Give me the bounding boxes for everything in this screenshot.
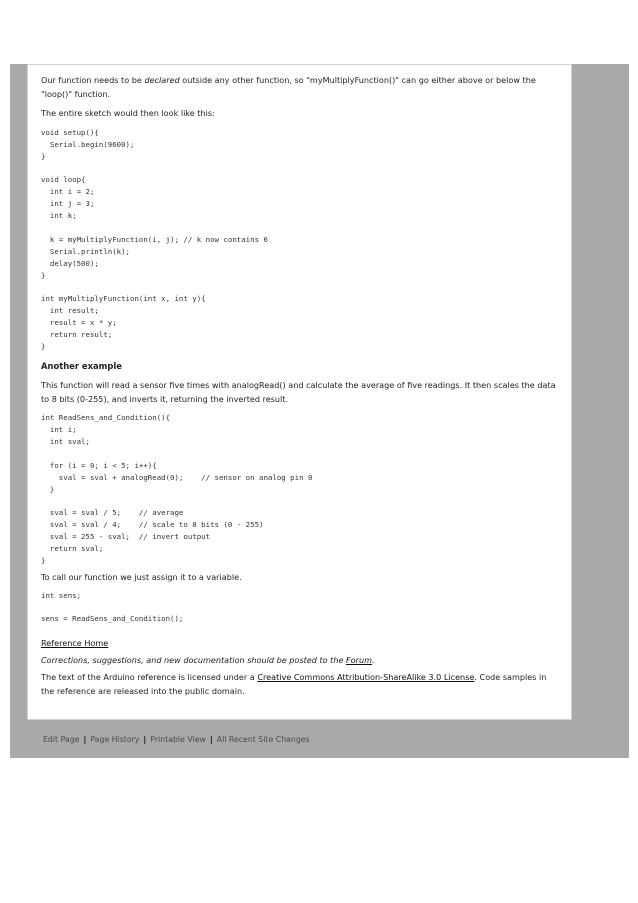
corrections-end: . bbox=[371, 654, 375, 665]
printable-view-link[interactable]: Printable View bbox=[150, 735, 206, 744]
sketch-intro: The entire sketch would then look like this: bbox=[41, 108, 215, 119]
call-code-block: int sens; sens = ReadSens_and_Condition(); bbox=[41, 590, 184, 624]
license-text-rest: . Code samples in the reference are released into the public domain. bbox=[41, 672, 547, 697]
page-history-link[interactable]: Page History bbox=[90, 735, 140, 744]
license-text: The text of the Arduino reference is licensed under a bbox=[41, 672, 258, 683]
license-link[interactable]: Creative Commons Attribution-ShareAlike 3.0 License bbox=[257, 672, 475, 683]
sketch-code-block: void setup(){ Serial.begin(9600); } void loop{ int i = 2; int j = 3; int k; k = myMultiplyFunction(i, j); // k now contains 6 Serial.println(k); delay(500); } int myMultiplyFunction(int x, int y){ int result; result = x * y; return result; } bbox=[41, 127, 268, 352]
footer-nav bbox=[43, 735, 310, 744]
read-sens-code-block: int ReadSens_and_Condition(){ int i; int sval; for (i = 0; i < 5; i++){ sval = sval + analogRead(0); // sensor on analog pin 0 } sval = sval / 5; // average sval = sval / 4; // scale to 8 bits (0 - 255) sval = 255 - sval; // invert output return sval; } bbox=[41, 413, 313, 566]
call-description: To call our function we just assign it to a variable. bbox=[41, 571, 242, 582]
footer-separator: | bbox=[143, 735, 147, 744]
intro-text: Our function needs to be bbox=[41, 75, 145, 85]
declared-emphasis: declared bbox=[144, 75, 180, 85]
recent-changes-link[interactable]: All Recent Site Changes bbox=[216, 735, 310, 744]
corrections-text: Corrections, suggestions, and new documentation should be posted to the bbox=[41, 654, 347, 665]
edit-page-link[interactable]: Edit Page bbox=[43, 735, 80, 744]
footer-separator: | bbox=[209, 735, 213, 744]
another-example-heading: Another example bbox=[41, 361, 122, 371]
intro-paragraph bbox=[41, 74, 559, 101]
license-note bbox=[41, 671, 559, 698]
forum-link[interactable]: Forum bbox=[346, 654, 372, 665]
reference-home-link[interactable]: Reference Home bbox=[41, 638, 109, 649]
footer-separator: | bbox=[83, 735, 87, 744]
example-description: This function will read a sensor five times with analogRead() and calculate the average of five readings. It then scales the data to 8 bits (0-255), and inverts it, returning the inverted result. bbox=[41, 380, 556, 404]
article-content bbox=[27, 64, 572, 720]
corrections-note bbox=[41, 654, 559, 668]
intro-text-rest: outside any other function, so "myMultiplyFunction()" can go either above or below the "loop()" function. bbox=[41, 75, 536, 99]
